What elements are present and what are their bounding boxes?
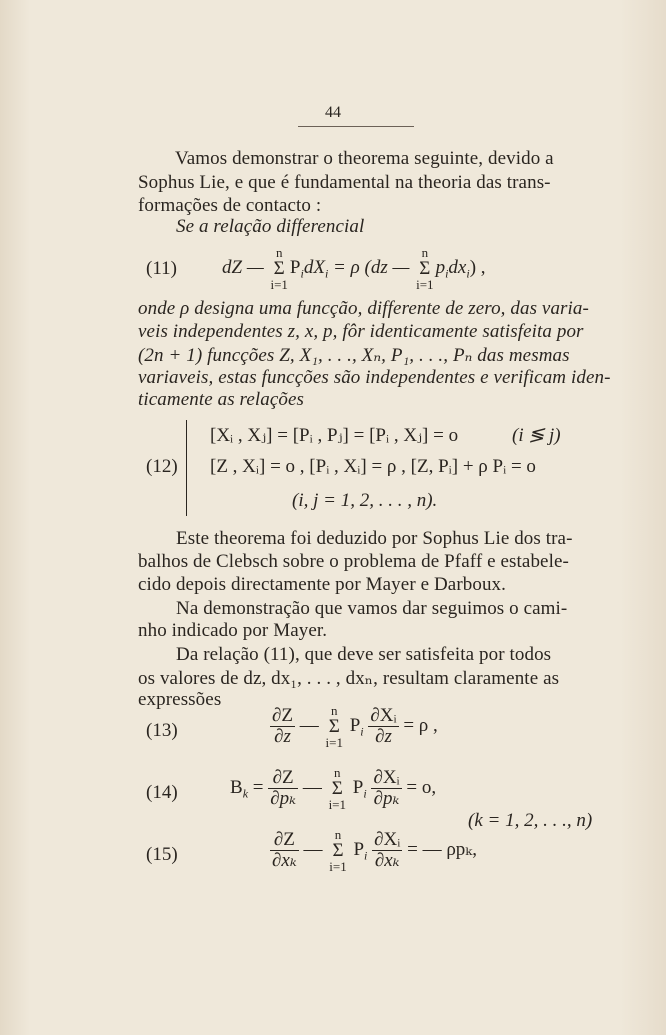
eq-term: dZ — [222,256,269,278]
sum-bottom: i=1 [416,277,434,292]
denominator: ∂z [375,726,392,747]
numerator: ∂Z [270,830,299,851]
sum-top: n [334,827,342,842]
eq-term: B [230,776,243,798]
eq-sub: i [364,848,368,863]
sum-bottom: i=1 [270,277,288,292]
eq-sub: i [324,266,329,281]
fraction [368,706,398,747]
fraction [268,768,298,809]
equation-12-condition: (i ≶ j) [512,425,561,446]
sum-bottom: i=1 [328,797,347,812]
sum-operator [326,704,343,749]
text-line: veis independentes z, x, p, fôr identicamente satisfeita por [138,321,584,342]
sum-top: n [330,703,338,718]
eq-term: = o, [406,776,437,798]
eq-term: = [248,776,269,798]
equation-15 [270,828,477,873]
sum-top: n [334,765,341,780]
equation-number: (11) [146,258,177,279]
eq-term: P [289,256,301,278]
sum-operator [329,828,346,873]
equation-11 [222,246,486,291]
equation-number: (14) [146,782,178,803]
equation-13 [270,704,438,749]
fraction [371,768,401,809]
eq-sub: i [466,266,470,281]
sum-operator [270,246,287,291]
minus-sign: — [303,838,323,860]
equation-number: (13) [146,720,178,741]
sum-operator [329,766,346,811]
eq-term: P [349,714,361,736]
page-number: 44 [325,104,341,121]
text-line: (2n + 1) funcções Z, X₁, . . ., Xₙ, P₁, . . ., Pₙ das mesmas [138,345,570,366]
eq-term: dx [448,256,467,278]
numerator: ∂Xᵢ [370,705,397,727]
sum-symbol: Σ [332,840,344,861]
text-line: Sophus Lie, e que é fundamental na theoria das trans- [138,172,551,193]
text-line: nho indicado por Mayer. [138,620,328,641]
denominator: ∂z [274,726,291,747]
equation-12-line-2: [Z , Xᵢ] = o , [Pᵢ , Xᵢ] = ρ , [Z, Pᵢ] + ρ Pᵢ = o [210,456,536,477]
eq-term: p [435,256,446,278]
sum-bottom: i=1 [329,859,347,874]
numerator: ∂Z [272,705,293,727]
text-line: Na demonstração que vamos dar seguimos o cami- [176,598,568,619]
sum-symbol: Σ [273,258,285,279]
left-brace-tip [180,464,187,472]
text-line: os valores de dz, dx₁, . . . , dxₙ, resultam claramente as [138,668,560,689]
eq-term: = ρ , [403,714,438,736]
fraction [372,830,402,871]
eq-sub: k [242,786,249,801]
text-line: Da relação (11), que deve ser satisfeita por todos [176,644,552,665]
text-line: variaveis, estas funcções são independentes e verificam iden- [138,367,611,388]
text-line: formações de contacto : [138,195,322,216]
text-line: expressões [138,689,222,710]
text-line: Se a relação differencial [176,216,365,237]
fraction [270,830,299,871]
sum-symbol: Σ [328,716,340,737]
numerator: ∂Xᵢ [373,767,400,789]
equation-12-line-1: [Xᵢ , Xⱼ] = [Pᵢ , Pⱼ] = [Pᵢ , Xⱼ] = o [210,425,459,446]
sum-symbol: Σ [419,258,431,279]
sum-operator [416,246,433,291]
eq-sub: i [445,266,449,281]
eq-sub: i [363,786,367,801]
sum-bottom: i=1 [325,735,343,750]
text-line: Este theorema foi deduzido por Sophus Lie dos tra- [176,528,573,549]
sum-symbol: Σ [331,778,343,799]
eq-term: P [353,838,365,860]
eq-term: dX [303,256,325,278]
k-range: (k = 1, 2, . . ., n) [468,810,593,831]
eq-sub: i [360,724,364,739]
text-line: Vamos demonstrar o theorema seguinte, devido a [175,148,554,169]
numerator: ∂Xᵢ [374,829,401,851]
eq-term: P [352,776,364,798]
left-brace [186,420,195,516]
eq-term: = ρ (dz — [328,256,415,278]
equation-number: (15) [146,844,178,865]
fraction [270,706,295,747]
eq-term: ) , [469,256,486,278]
minus-sign: — [302,776,322,798]
text-line: balhos de Clebsch sobre o problema de Pfaff e estabele- [138,551,569,572]
equation-12-line-3: (i, j = 1, 2, . . . , n). [292,490,438,511]
sum-top: n [275,245,283,260]
text-line: onde ρ designa uma funcção, differente de zero, das varia- [138,298,589,319]
denominator: ∂pₖ [373,788,400,809]
minus-sign: — [299,714,319,736]
equation-number: (12) [146,456,178,477]
text-line: ticamente as relações [138,389,305,410]
denominator: ∂xₖ [374,850,400,871]
numerator: ∂Z [268,768,298,789]
denominator: ∂xₖ [272,850,297,871]
eq-term: = — ρpₖ, [407,838,477,860]
header-rule [298,126,414,127]
eq-sub: i [300,266,304,281]
denominator: ∂pₖ [270,788,297,809]
equation-14 [230,766,436,811]
text-line: cido depois directamente por Mayer e Darboux. [138,574,507,595]
sum-top: n [421,245,429,260]
